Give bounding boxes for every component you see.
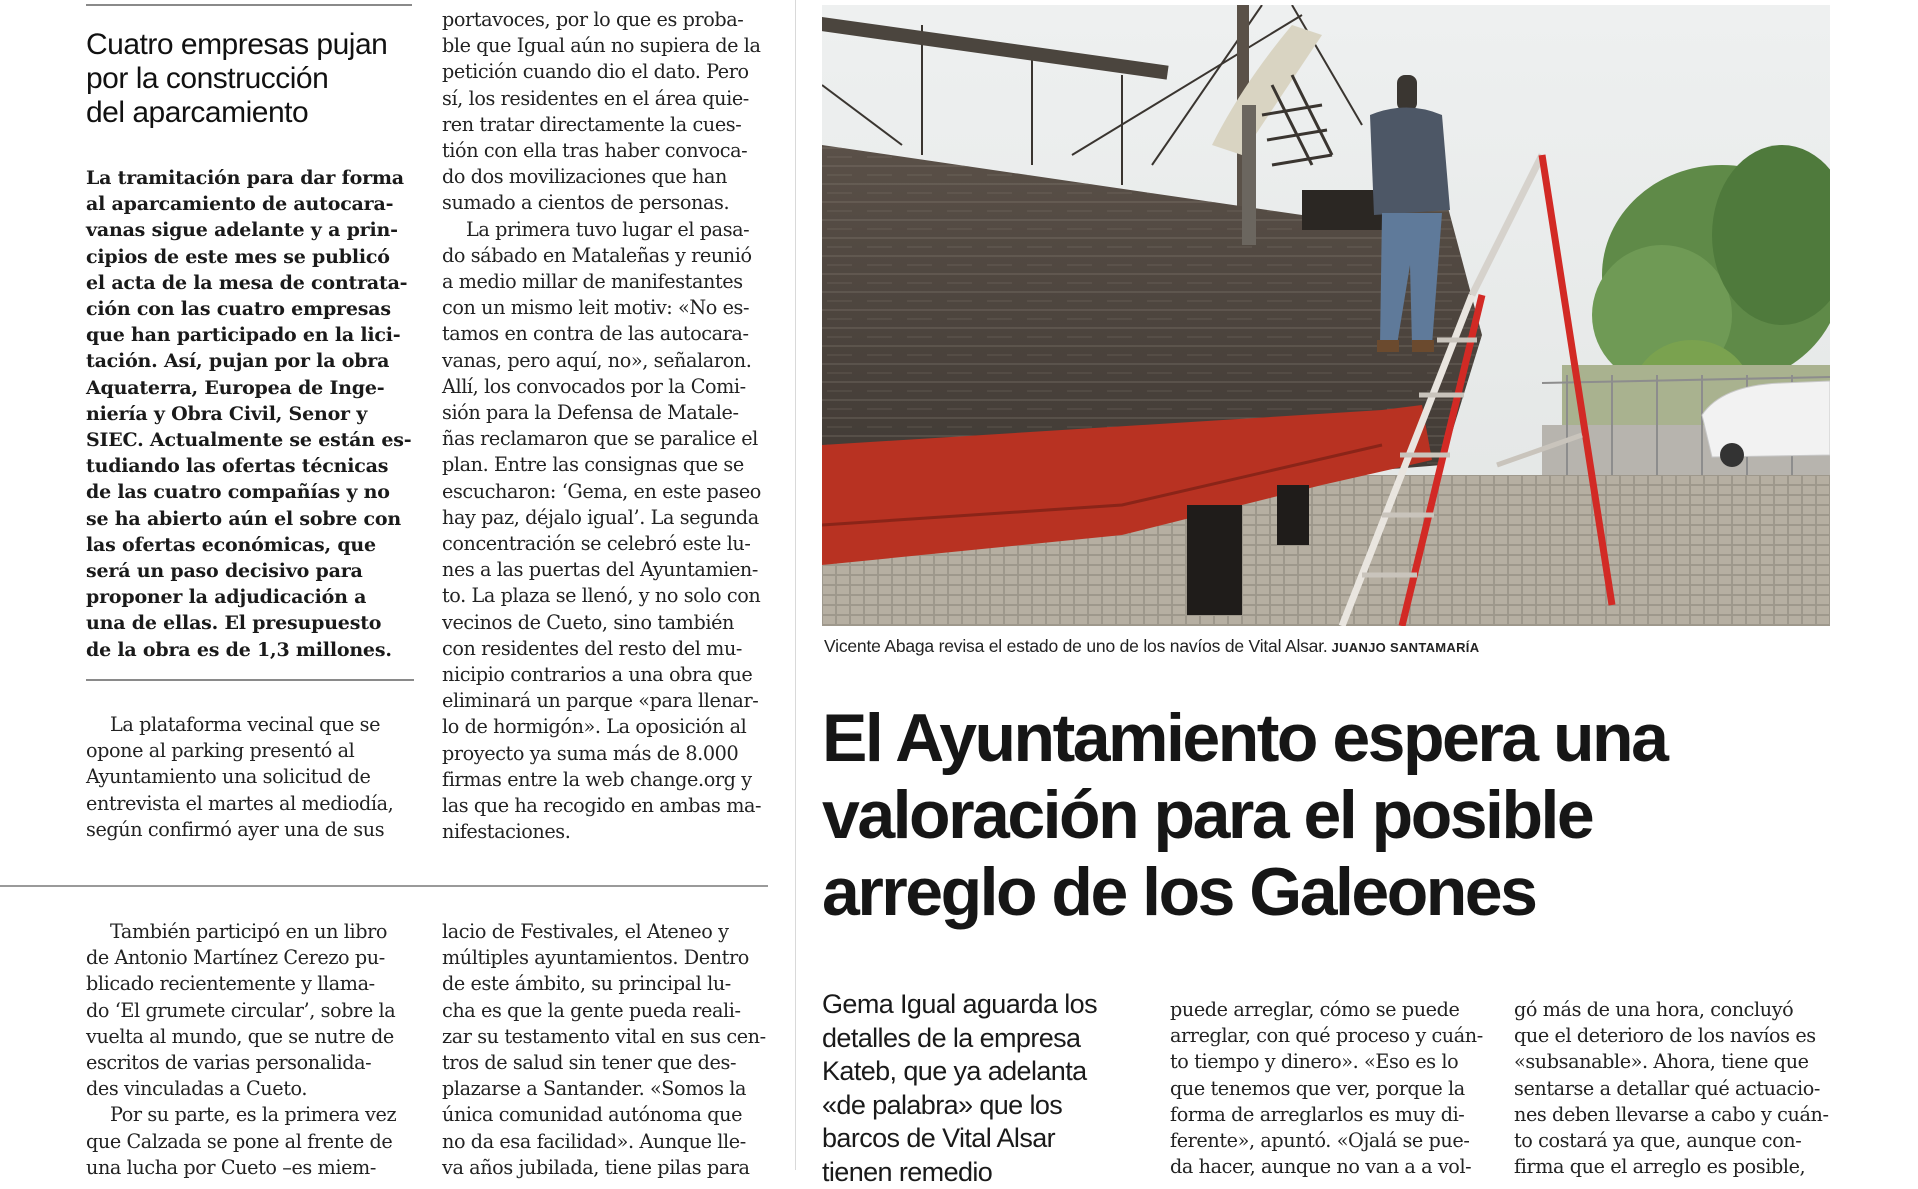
text-line: portavoces, por lo que es proba- xyxy=(442,7,772,33)
text-line: ferente», apuntó. «Ojalá se pue- xyxy=(1170,1128,1500,1154)
text-line: arreglar, con qué proceso y cuán- xyxy=(1170,1023,1500,1049)
text-line: forma de arreglarlos es muy di- xyxy=(1170,1102,1500,1128)
headline-line: arreglo de los Galeones xyxy=(822,854,1902,931)
text-line: «de palabra» que los xyxy=(822,1089,1142,1123)
text-line: a medio millar de manifestantes xyxy=(442,269,772,295)
text-line: que Calzada se pone al frente de xyxy=(86,1129,416,1155)
sidebar-lead-paragraph xyxy=(86,165,416,663)
text-line: Ayuntamiento una solicitud de xyxy=(86,764,416,790)
text-line: con residentes del resto del mu- xyxy=(442,636,772,662)
text-line: escritos de varias personalida- xyxy=(86,1050,416,1076)
text-line: puede arreglar, cómo se puede xyxy=(1170,997,1500,1023)
text-line: do sábado en Mataleñas y reunió xyxy=(442,243,772,269)
text-line: zar su testamento vital en sus cen- xyxy=(442,1024,772,1050)
text-line: las ofertas económicas, que xyxy=(86,532,416,558)
text-line: firma que el arreglo es posible, xyxy=(1514,1154,1844,1180)
top-rule xyxy=(86,4,412,6)
text-line: petición cuando dio el dato. Pero xyxy=(442,59,772,85)
text-line: lo de hormigón». La oposición al xyxy=(442,714,772,740)
text-line: Aquaterra, Europea de Inge- xyxy=(86,375,416,401)
text-line: que tenemos que ver, porque la xyxy=(1170,1076,1500,1102)
text-line: to costará ya que, aunque con- xyxy=(1514,1128,1844,1154)
text-line: Allí, los convocados por la Comi- xyxy=(442,374,772,400)
text-line: sentarse a detallar qué actuacio- xyxy=(1514,1076,1844,1102)
text-line: al aparcamiento de autocara- xyxy=(86,191,416,217)
text-line: entrevista el martes al mediodía, xyxy=(86,791,416,817)
text-line: sumado a cientos de personas. xyxy=(442,190,772,216)
text-line: La tramitación para dar forma xyxy=(86,165,416,191)
text-line: que han participado en la lici- xyxy=(86,322,416,348)
text-line: «subsanable». Ahora, tiene que xyxy=(1514,1049,1844,1075)
text-line: tión con ella tras haber convoca- xyxy=(442,138,772,164)
subhead-line: por la construcción xyxy=(86,62,426,96)
text-line: ción con las cuatro empresas xyxy=(86,296,416,322)
text-line: Por su parte, es la primera vez xyxy=(86,1102,416,1128)
text-line: una lucha por Cueto –es miem- xyxy=(86,1155,416,1181)
text-line: múltiples ayuntamientos. Dentro xyxy=(442,945,772,971)
text-line: única comunidad autónoma que xyxy=(442,1102,772,1128)
text-line: según confirmó ayer una de sus xyxy=(86,817,416,843)
text-line: será un paso decisivo para xyxy=(86,558,416,584)
text-line: cha es que la gente pueda reali- xyxy=(442,998,772,1024)
left-column-1-body xyxy=(86,712,416,843)
text-line: se ha abierto aún el sobre con xyxy=(86,506,416,532)
text-line: nifestaciones. xyxy=(442,819,772,845)
text-line: de Antonio Martínez Cerezo pu- xyxy=(86,945,416,971)
text-line: no da esa facilidad». Aunque lle- xyxy=(442,1129,772,1155)
text-line: do ‘El grumete circular’, sobre la xyxy=(86,998,416,1024)
text-line: de la obra es de 1,3 millones. xyxy=(86,637,416,663)
text-line: eliminará un parque «para llenar- xyxy=(442,688,772,714)
article-column-3-body xyxy=(1514,997,1844,1180)
text-line: va años jubilada, tiene pilas para xyxy=(442,1155,772,1181)
text-line: cipios de este mes se publicó xyxy=(86,244,416,270)
text-line: escucharon: ‘Gema, en este paseo xyxy=(442,479,772,505)
lower-left-column-1-body xyxy=(86,919,416,1181)
text-line: tación. Así, pujan por la obra xyxy=(86,348,416,374)
subhead-line: Cuatro empresas pujan xyxy=(86,28,426,62)
text-line: sí, los residentes en el área quie- xyxy=(442,86,772,112)
text-line: SIEC. Actualmente se están es- xyxy=(86,427,416,453)
text-line: con un mismo leit motiv: «No es- xyxy=(442,295,772,321)
photo-caption xyxy=(824,636,1479,657)
galleon-photo xyxy=(822,5,1830,626)
text-line: des vinculadas a Cueto. xyxy=(86,1076,416,1102)
text-line: opone al parking presentó al xyxy=(86,738,416,764)
text-line: sión para la Defensa de Matale- xyxy=(442,400,772,426)
text-line: nes deben llevarse a cabo y cuán- xyxy=(1514,1102,1844,1128)
text-line: detalles de la empresa xyxy=(822,1022,1142,1056)
text-line: proyecto ya suma más de 8.000 xyxy=(442,741,772,767)
text-line: blicado recientemente y llama- xyxy=(86,971,416,997)
text-line: vanas, pero aquí, no», señalaron. xyxy=(442,348,772,374)
text-line: el acta de la mesa de contrata- xyxy=(86,270,416,296)
section-vertical-divider xyxy=(795,0,796,1170)
headline-line: El Ayuntamiento espera una xyxy=(822,700,1902,777)
text-line: tros de salud sin tener que des- xyxy=(442,1050,772,1076)
text-line: da hacer, aunque no van a a vol- xyxy=(1170,1154,1500,1180)
article-column-2-body xyxy=(1170,997,1500,1180)
text-line: do dos movilizaciones que han xyxy=(442,164,772,190)
text-line: de este ámbito, su principal lu- xyxy=(442,971,772,997)
text-line: vuelta al mundo, que se nutre de xyxy=(86,1024,416,1050)
text-line: Gema Igual aguarda los xyxy=(822,988,1142,1022)
text-line: barcos de Vital Alsar xyxy=(822,1122,1142,1156)
text-line: hay paz, déjalo igual’. La segunda xyxy=(442,505,772,531)
article-headline xyxy=(822,700,1902,931)
text-line: La primera tuvo lugar el pasa- xyxy=(442,217,772,243)
text-line: vanas sigue adelante y a prin- xyxy=(86,217,416,243)
text-line: También participó en un libro xyxy=(86,919,416,945)
text-line: tienen remedio xyxy=(822,1156,1142,1189)
sidebar-separator-rule xyxy=(86,679,414,681)
photo-credit: JUANJO SANTAMARÍA xyxy=(1332,640,1480,655)
text-line: de las cuatro compañías y no xyxy=(86,479,416,505)
left-column-2-body xyxy=(442,7,772,846)
section-divider-rule xyxy=(0,885,768,887)
text-line: niería y Obra Civil, Senor y xyxy=(86,401,416,427)
text-line: tamos en contra de las autocara- xyxy=(442,321,772,347)
text-line: que el deterioro de los navíos es xyxy=(1514,1023,1844,1049)
text-line: Kateb, que ya adelanta xyxy=(822,1055,1142,1089)
text-line: firmas entre la web change.org y xyxy=(442,767,772,793)
text-line: nes a las puertas del Ayuntamien- xyxy=(442,557,772,583)
text-line: ble que Igual aún no supiera de la xyxy=(442,33,772,59)
text-line: La plataforma vecinal que se xyxy=(86,712,416,738)
text-line: concentración se celebró este lu- xyxy=(442,531,772,557)
text-line: lacio de Festivales, el Ateneo y xyxy=(442,919,772,945)
sidebar-subhead xyxy=(86,28,426,130)
lower-left-column-2-body xyxy=(442,919,772,1181)
text-line: las que ha recogido en ambas ma- xyxy=(442,793,772,819)
article-deck xyxy=(822,988,1142,1189)
text-line: ñas reclamaron que se paralice el xyxy=(442,426,772,452)
text-line: una de ellas. El presupuesto xyxy=(86,610,416,636)
subhead-line: del aparcamiento xyxy=(86,96,426,130)
caption-text: Vicente Abaga revisa el estado de uno de los navíos de Vital Alsar. xyxy=(824,636,1328,656)
text-line: proponer la adjudicación a xyxy=(86,584,416,610)
text-line: vecinos de Cueto, sino también xyxy=(442,610,772,636)
text-line: tudiando las ofertas técnicas xyxy=(86,453,416,479)
text-line: to. La plaza se llenó, y no solo con xyxy=(442,583,772,609)
text-line: to tiempo y dinero». «Eso es lo xyxy=(1170,1049,1500,1075)
text-line: nicipio contrarios a una obra que xyxy=(442,662,772,688)
text-line: plan. Entre las consignas que se xyxy=(442,452,772,478)
text-line: plazarse a Santander. «Somos la xyxy=(442,1076,772,1102)
text-line: ren tratar directamente la cues- xyxy=(442,112,772,138)
headline-line: valoración para el posible xyxy=(822,777,1902,854)
text-line: gó más de una hora, concluyó xyxy=(1514,997,1844,1023)
